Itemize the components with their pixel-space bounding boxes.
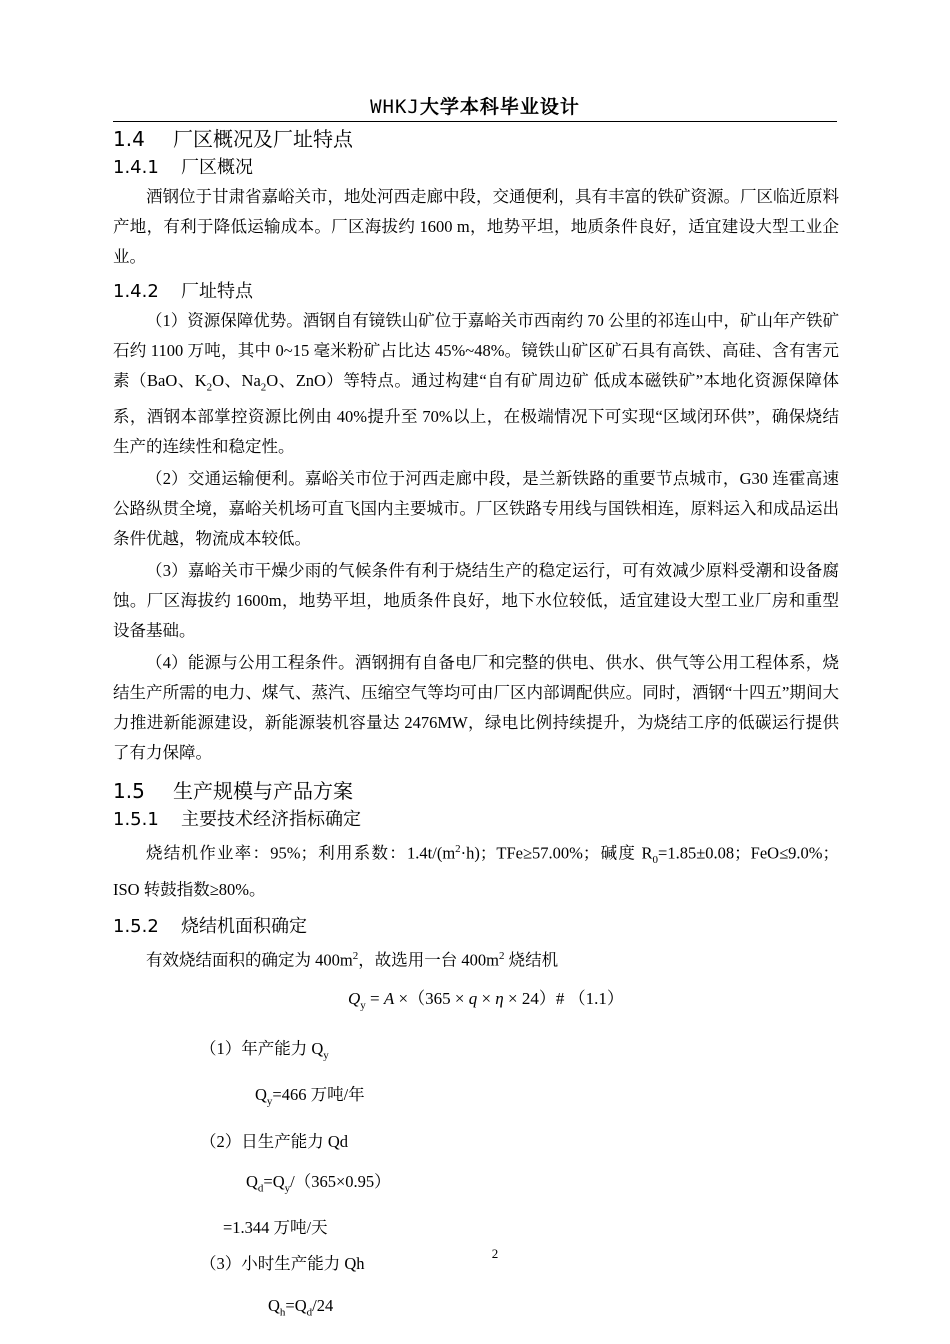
text-run: （1）资源保障优势。酒钢自有镜铁山矿位于嘉峪关市西南约 70 公里的祁连山中，矿山年产铁矿石约 1100 万吨，其中 0~15 毫米粉矿占比达 45%~48%。镜铁山矿区矿石具有高铁、高硅、含有害元素（BaO、K [113, 311, 839, 390]
calc-hourly-formula [113, 1291, 839, 1327]
section-title: 厂区概况 [181, 157, 253, 178]
section-heading-1-4-2 [113, 278, 839, 306]
text-run: 烧结机作业率：95%；利用系数：1.4t/(m [146, 843, 456, 863]
section-heading-1-5-2 [113, 913, 839, 941]
section-title: 生产规模与产品方案 [173, 779, 353, 804]
section-title: 厂区概况及厂址特点 [173, 127, 353, 151]
section-title: 厂址特点 [181, 281, 253, 302]
text-run: ，故选用一台 400m [358, 950, 499, 970]
paragraph-site-overview: 酒钢位于甘肃省嘉峪关市，地处河西走廊中段，交通便利，具有丰富的铁矿资源。厂区临近原料产地，有利于降低运输成本。厂区海拔约 1600 m，地势平坦，地质条件良好，适宜建设大型工业企业。 [113, 187, 839, 266]
section-heading-1-4-1 [113, 154, 839, 182]
section-number: 1.4.2 [113, 281, 159, 302]
formula-text: × [477, 988, 496, 1008]
subscript: d [257, 1181, 264, 1194]
page-header [113, 92, 837, 119]
superscript: 2 [455, 843, 461, 856]
header-rule [113, 121, 837, 122]
formula-symbol: Q [348, 988, 361, 1008]
document-body [113, 124, 839, 1327]
subscript: 0 [652, 854, 659, 867]
section-number: 1.5 [113, 779, 145, 804]
section-title: 烧结机面积确定 [181, 916, 307, 938]
text-run: 烧结机 [504, 950, 559, 970]
text-run: （1）年产能力 Q [200, 1038, 324, 1058]
text-run: Q [255, 1085, 267, 1105]
section-number: 1.5.1 [113, 809, 159, 831]
section-number: 1.4 [113, 127, 145, 151]
formula-text: ×（365 × [394, 988, 469, 1008]
text-run: ·h)；TFe≥57.00%；碱度 R [460, 843, 653, 863]
equation-1-1 [113, 984, 839, 1020]
calc-daily-formula [113, 1167, 839, 1203]
calc-daily-label: （2）日生产能力 Qd [200, 1131, 349, 1151]
text-run: /24 [312, 1295, 334, 1315]
text-run: Q [246, 1171, 258, 1191]
formula-text: × 24）# （1.1） [503, 988, 624, 1008]
calc-daily-value: =1.344 万吨/天 [223, 1217, 328, 1237]
paragraph-resource-advantage [113, 306, 839, 462]
text-run: =1.85±0.08；FeO≤9.0%；ISO 转鼓指数≥80%。 [113, 843, 839, 900]
subscript: 2 [206, 381, 213, 394]
paragraph-area [113, 941, 839, 976]
text-run: =466 万吨/年 [272, 1085, 365, 1105]
text-run: /（365×0.95） [290, 1171, 391, 1191]
formula-symbol: A [383, 988, 395, 1008]
calc-annual-value [113, 1080, 839, 1116]
superscript: 2 [352, 950, 359, 963]
subscript: d [306, 1306, 313, 1319]
text-run: O、Na [212, 371, 261, 390]
superscript: 2 [498, 950, 505, 963]
text-run: O、ZnO）等特点。通过构建“自有矿周边矿 低成本磁铁矿”本地化资源保障体系，酒钢本部掌控资源比例由 40%提升至 70%以上，在极端情况下可实现“区域闭环供”，确保烧结生产的连续性和稳定性。 [113, 371, 840, 457]
text-run: Q [268, 1295, 280, 1315]
text-run: 有效烧结面积的确定为 400m [146, 950, 353, 970]
formula-subscript: y [360, 998, 366, 1011]
subscript: 2 [260, 381, 267, 394]
calc-hourly-label: （3）小时生产能力 Qh [200, 1253, 365, 1273]
subscript: y [323, 1049, 329, 1062]
text-run: =Q [285, 1295, 307, 1315]
section-heading-1-4 [113, 124, 839, 154]
section-number: 1.4.1 [113, 157, 159, 178]
section-title: 主要技术经济指标确定 [181, 809, 361, 831]
page-number: 2 [491, 1246, 499, 1261]
text-run: =Q [263, 1171, 285, 1191]
formula-symbol: η [495, 988, 504, 1008]
section-heading-1-5 [113, 776, 839, 806]
subscript: y [284, 1181, 291, 1194]
paragraph-transport: （2）交通运输便利。嘉峪关市位于河西走廊中段，是兰新铁路的重要节点城市，G30 连霍高速公路纵贯全境，嘉峪关机场可直飞国内主要城市。厂区铁路专用线与国铁相连，原料运入和成品运出条件优越，物流成本较低。 [113, 469, 839, 549]
paragraph-climate: （3）嘉峪关市干燥少雨的气候条件有利于烧结生产的稳定运行，可有效减少原料受潮和设备腐蚀。厂区海拔约 1600m，地势平坦，地质条件良好，地下水位较低，适宜建设大型工业厂房和重型设备基础。 [113, 561, 839, 641]
paragraph-indicators [113, 834, 839, 905]
subscript: h [279, 1306, 286, 1319]
section-number: 1.5.2 [113, 916, 159, 938]
section-heading-1-5-1 [113, 806, 839, 834]
header-latin: WHKJ [370, 96, 420, 118]
formula-symbol: q [468, 988, 478, 1008]
calc-annual-label [113, 1034, 839, 1070]
formula-text: = [365, 988, 384, 1008]
header-title: 大学本科毕业设计 [419, 96, 580, 118]
paragraph-energy: （4）能源与公用工程条件。酒钢拥有自备电厂和完整的供电、供水、供气等公用工程体系，烧结生产所需的电力、煤气、蒸汽、压缩空气等均可由厂区内部调配供应。同时，酒钢“十四五”期间大力推进新能源建设，新能源装机容量达 2476MW，绿电比例持续提升，为烧结工序的低碳运行提供了有力保障。 [113, 653, 839, 763]
subscript: y [266, 1095, 273, 1108]
